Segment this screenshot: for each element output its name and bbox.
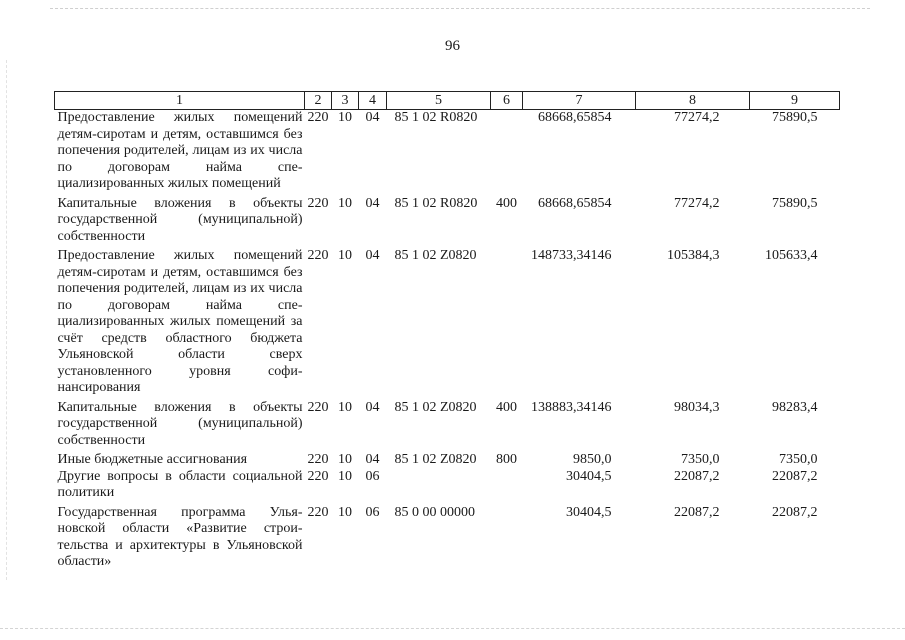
- row-type: 800: [496, 452, 517, 467]
- row-year1: 30404,5: [566, 504, 612, 520]
- row-year1: 30404,5: [566, 468, 612, 484]
- page-number: 96: [445, 38, 460, 54]
- row-year1: 68668,65854: [538, 195, 612, 211]
- row-type: [491, 469, 523, 505]
- col-header-section: 3: [332, 92, 359, 110]
- col-header-subsection: 4: [359, 92, 387, 110]
- row-year3: 98283,4: [772, 399, 818, 415]
- row-subsection: 04: [365, 195, 380, 211]
- row-section: 10: [338, 248, 352, 263]
- row-subsection: 04: [365, 452, 380, 467]
- row-year1: 148733,34146: [531, 248, 612, 263]
- row-year1: 138883,34146: [531, 399, 612, 415]
- col-header-name: 1: [55, 92, 305, 110]
- row-name: Государственная программа Ульяновской области «Развитие строительства и архитектуры в Ульяновской области»: [57, 504, 303, 569]
- row-year3: 22087,2: [772, 504, 818, 520]
- row-year2: 7350,0: [681, 452, 720, 467]
- row-subsection: 06: [365, 504, 380, 520]
- col-header-type: 6: [491, 92, 523, 110]
- header-row: [55, 92, 840, 110]
- row-year2: 105384,3: [667, 248, 720, 263]
- row-year2: 22087,2: [674, 468, 720, 484]
- row-admin: 220: [307, 399, 329, 415]
- row-target: 85 0 00 00000: [394, 504, 475, 520]
- row-admin: 220: [307, 452, 329, 467]
- scan-edge-left: [6, 60, 7, 580]
- row-section: 10: [338, 195, 352, 211]
- row-subsection: 04: [365, 248, 380, 263]
- row-year3: 105633,4: [765, 248, 818, 263]
- row-year2: 98034,3: [674, 399, 720, 415]
- row-section: 10: [338, 399, 352, 415]
- row-type: 400: [496, 399, 517, 415]
- row-admin: 220: [307, 248, 329, 263]
- row-subsection: 06: [365, 468, 380, 484]
- row-subsection: 04: [365, 110, 380, 125]
- table-row: [55, 400, 840, 453]
- row-target: 85 1 02 Z0820: [394, 399, 477, 415]
- table-row: [55, 196, 840, 249]
- row-name: Капитальные вложения в объекты государственной (муниципальной) собственности: [57, 399, 303, 448]
- table-row: [55, 469, 840, 505]
- col-header-year1: 7: [523, 92, 636, 110]
- table-row: [55, 505, 840, 571]
- row-admin: 220: [307, 195, 329, 211]
- table-row: [55, 110, 840, 196]
- row-year3: 22087,2: [772, 468, 818, 484]
- table-row: [55, 248, 840, 400]
- row-target: 85 1 02 Z0820: [394, 452, 477, 467]
- budget-table: [54, 91, 840, 571]
- row-year1: 68668,65854: [538, 110, 612, 125]
- row-name: Предоставление жилых помещений детям-сиротам и детям, оставшимся без попечения родителей, лицам из их числа по договорам найма специализированных жилых помещений: [57, 110, 303, 191]
- scan-edge-bottom: [0, 628, 905, 629]
- row-year2: 77274,2: [674, 110, 720, 125]
- row-name: Иные бюджетные ассигнования: [57, 452, 248, 467]
- row-target: 85 1 02 R0820: [394, 195, 478, 211]
- row-admin: 220: [307, 110, 329, 125]
- row-year1: 9850,0: [573, 452, 612, 467]
- row-section: 10: [338, 504, 352, 520]
- row-section: 10: [338, 452, 352, 467]
- row-type: [491, 110, 523, 196]
- scan-edge-top: [50, 8, 870, 9]
- row-target: 85 1 02 R0820: [394, 110, 478, 125]
- row-year3: 75890,5: [772, 110, 818, 125]
- row-year2: 77274,2: [674, 195, 720, 211]
- row-subsection: 04: [365, 399, 380, 415]
- col-header-year2: 8: [636, 92, 750, 110]
- row-year3: 7350,0: [779, 452, 818, 467]
- row-type: 400: [496, 195, 517, 211]
- row-name: Капитальные вложения в объекты государственной (муниципальной) собственности: [57, 195, 303, 244]
- row-target: [387, 469, 491, 505]
- col-header-admin: 2: [305, 92, 332, 110]
- row-name: Другие вопросы в области социальной политики: [57, 468, 303, 500]
- row-name: Предоставление жилых помещений детям-сиротам и детям, оставшимся без попечения родителей, лицам из их числа по договорам найма специализированных жилых помещений за счёт средств областного бюджета Ульяновской области сверх установленного уровня софинансирования: [57, 248, 303, 395]
- row-admin: 220: [307, 504, 329, 520]
- row-year2: 22087,2: [674, 504, 720, 520]
- table-row: [55, 452, 840, 469]
- row-year3: 75890,5: [772, 195, 818, 211]
- row-section: 10: [338, 110, 352, 125]
- row-section: 10: [338, 468, 352, 484]
- row-type: [491, 505, 523, 571]
- col-header-target: 5: [387, 92, 491, 110]
- col-header-year3: 9: [750, 92, 840, 110]
- row-admin: 220: [307, 468, 329, 484]
- row-type: [491, 248, 523, 400]
- row-target: 85 1 02 Z0820: [394, 248, 477, 263]
